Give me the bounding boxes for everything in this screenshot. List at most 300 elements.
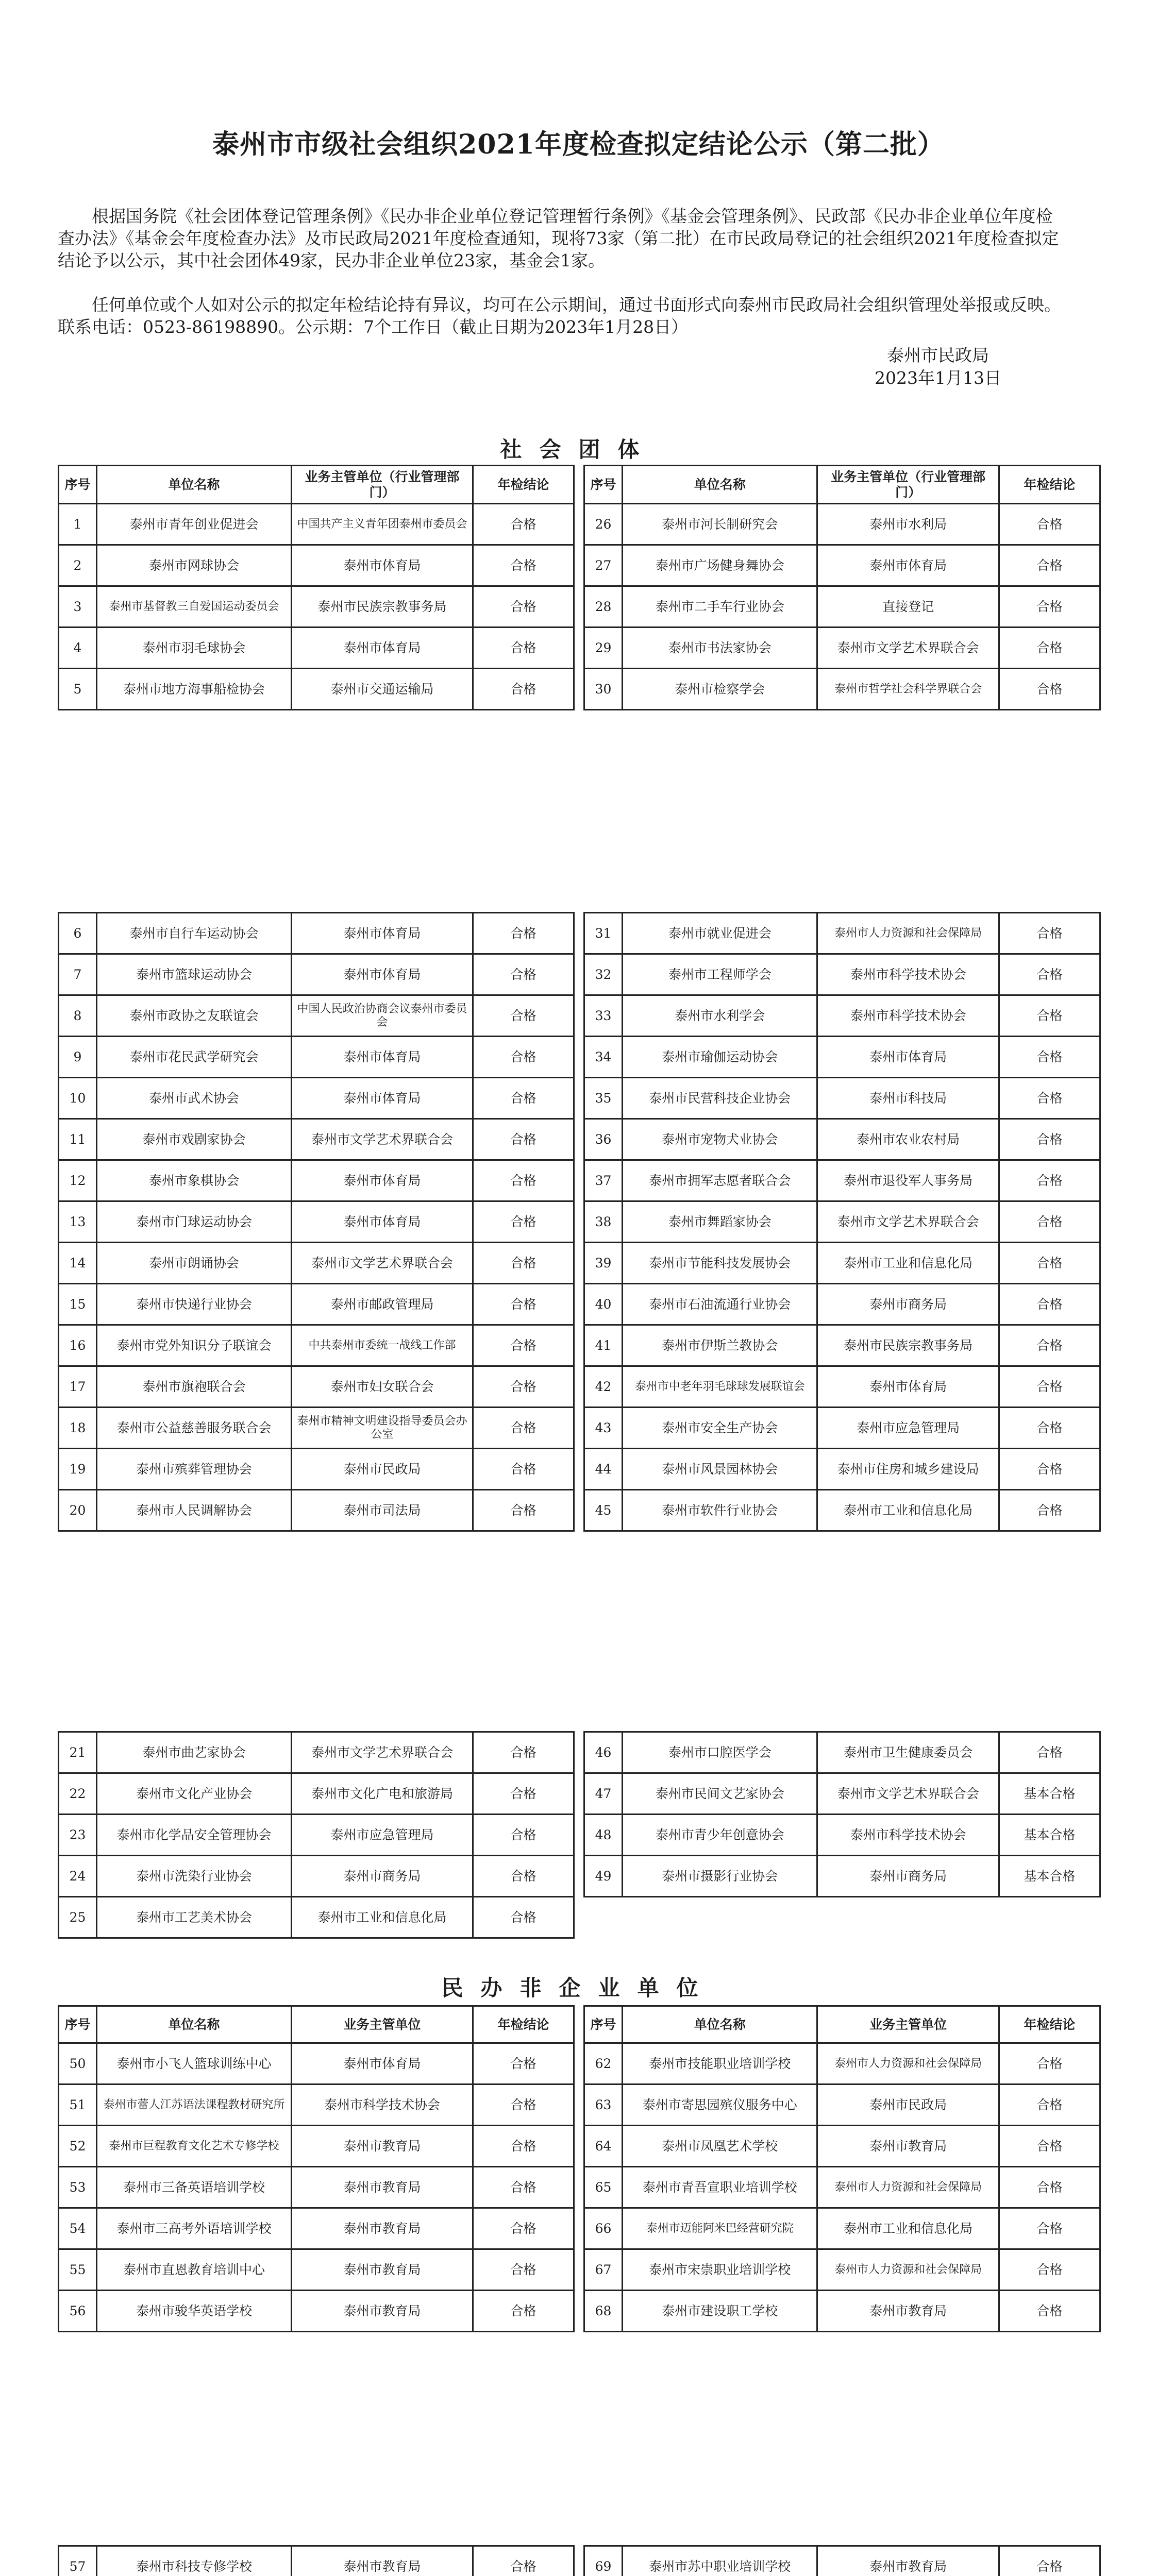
authority-cell: 泰州市住房和城乡建设局 xyxy=(817,1449,999,1490)
unit-name-cell: 泰州市苏中职业培训学校 xyxy=(623,2546,817,2576)
table-row xyxy=(584,2126,1100,2167)
result-cell: 合格 xyxy=(999,1732,1100,1773)
authority-cell: 中共泰州市委统一战线工作部 xyxy=(292,1325,473,1366)
unit-name-cell: 泰州市小飞人篮球训练中心 xyxy=(97,2043,292,2084)
authority-cell: 泰州市商务局 xyxy=(817,1284,999,1325)
authority-cell: 泰州市教育局 xyxy=(292,2208,473,2249)
table-row xyxy=(59,1243,574,1284)
table-row xyxy=(584,1490,1100,1531)
result-cell: 合格 xyxy=(999,2208,1100,2249)
seq-cell: 38 xyxy=(584,1201,623,1243)
table-row xyxy=(584,2291,1100,2332)
table-row xyxy=(584,586,1100,628)
table-social-b-right xyxy=(583,912,1101,1532)
result-cell: 合格 xyxy=(473,1366,574,1408)
seq-cell: 11 xyxy=(59,1119,97,1160)
authority-cell: 泰州市科学技术协会 xyxy=(817,995,999,1037)
unit-name-cell: 泰州市快递行业协会 xyxy=(97,1284,292,1325)
unit-name-cell: 泰州市宠物犬业协会 xyxy=(623,1119,817,1160)
result-cell: 合格 xyxy=(999,545,1100,586)
section-title-nonprofit: 民办非企业单位 xyxy=(441,1975,716,2001)
table-social-b-left xyxy=(58,912,575,1532)
seq-cell: 28 xyxy=(584,586,623,628)
unit-name-cell: 泰州市伊斯兰教协会 xyxy=(623,1325,817,1366)
authority-cell: 泰州市体育局 xyxy=(292,1201,473,1243)
authority-cell: 泰州市体育局 xyxy=(292,1160,473,1201)
seq-cell: 36 xyxy=(584,1119,623,1160)
table-row xyxy=(59,1078,574,1119)
authority-cell: 泰州市商务局 xyxy=(292,1856,473,1897)
unit-name-cell: 泰州市旗袍联合会 xyxy=(97,1366,292,1408)
result-cell: 合格 xyxy=(473,1856,574,1897)
authority-cell: 泰州市文学艺术界联合会 xyxy=(817,628,999,669)
authority-cell: 泰州市文学艺术界联合会 xyxy=(292,1243,473,1284)
table-row xyxy=(59,628,574,669)
result-cell: 合格 xyxy=(473,586,574,628)
result-cell: 合格 xyxy=(999,2126,1100,2167)
authority-cell: 泰州市哲学社会科学界联合会 xyxy=(817,669,999,710)
authority-cell: 泰州市交通运输局 xyxy=(292,669,473,710)
authority-cell: 泰州市人力资源和社会保障局 xyxy=(817,913,999,954)
table-row xyxy=(59,1732,574,1773)
result-cell: 合格 xyxy=(999,504,1100,545)
table-row xyxy=(584,1366,1100,1408)
table-row xyxy=(59,2043,574,2084)
authority-cell: 泰州市教育局 xyxy=(817,2126,999,2167)
result-cell: 合格 xyxy=(473,1449,574,1490)
unit-name-cell: 泰州市检察学会 xyxy=(623,669,817,710)
seq-cell: 35 xyxy=(584,1078,623,1119)
result-cell: 合格 xyxy=(999,1284,1100,1325)
table-row xyxy=(59,1773,574,1815)
unit-name-cell: 泰州市政协之友联谊会 xyxy=(97,995,292,1037)
header-seq-cell: 序号 xyxy=(59,2006,97,2043)
seq-cell: 50 xyxy=(59,2043,97,2084)
result-cell: 合格 xyxy=(473,2043,574,2084)
table-row xyxy=(59,2167,574,2208)
table-header-row xyxy=(59,466,574,504)
unit-name-cell: 泰州市蕾人江苏语法课程教材研究所 xyxy=(97,2084,292,2126)
table-row xyxy=(59,1160,574,1201)
seq-cell: 26 xyxy=(584,504,623,545)
authority-cell: 泰州市科技局 xyxy=(817,1078,999,1119)
unit-name-cell: 泰州市党外知识分子联谊会 xyxy=(97,1325,292,1366)
seq-cell: 56 xyxy=(59,2291,97,2332)
table-row xyxy=(59,504,574,545)
result-cell: 合格 xyxy=(473,2167,574,2208)
seq-cell: 22 xyxy=(59,1773,97,1815)
authority-cell: 泰州市商务局 xyxy=(817,1856,999,1897)
result-cell: 合格 xyxy=(473,1201,574,1243)
unit-name-cell: 泰州市青少年创意协会 xyxy=(623,1815,817,1856)
signer: 泰州市民政局 xyxy=(887,345,989,365)
authority-cell: 泰州市工业和信息化局 xyxy=(292,1897,473,1938)
unit-name-cell: 泰州市地方海事船检协会 xyxy=(97,669,292,710)
seq-cell: 19 xyxy=(59,1449,97,1490)
table-row xyxy=(59,954,574,995)
unit-name-cell: 泰州市摄影行业协会 xyxy=(623,1856,817,1897)
unit-name-cell: 泰州市风景园林协会 xyxy=(623,1449,817,1490)
authority-cell: 泰州市体育局 xyxy=(292,913,473,954)
seq-cell: 63 xyxy=(584,2084,623,2126)
result-cell: 合格 xyxy=(999,1449,1100,1490)
unit-name-cell: 泰州市节能科技发展协会 xyxy=(623,1243,817,1284)
seq-cell: 12 xyxy=(59,1160,97,1201)
unit-name-cell: 泰州市网球协会 xyxy=(97,545,292,586)
seq-cell: 68 xyxy=(584,2291,623,2332)
unit-name-cell: 泰州市殡葬管理协会 xyxy=(97,1449,292,1490)
authority-cell: 泰州市体育局 xyxy=(292,2043,473,2084)
seq-cell: 62 xyxy=(584,2043,623,2084)
result-cell: 合格 xyxy=(473,1078,574,1119)
unit-name-cell: 泰州市石油流通行业协会 xyxy=(623,1284,817,1325)
seq-cell: 53 xyxy=(59,2167,97,2208)
unit-name-cell: 泰州市曲艺家协会 xyxy=(97,1732,292,1773)
result-cell: 合格 xyxy=(999,1078,1100,1119)
table-row xyxy=(59,1856,574,1897)
authority-cell: 泰州市体育局 xyxy=(817,1366,999,1408)
result-cell: 合格 xyxy=(999,2084,1100,2126)
result-cell: 合格 xyxy=(473,1897,574,1938)
result-cell: 合格 xyxy=(999,2249,1100,2291)
unit-name-cell: 泰州市直恩教育培训中心 xyxy=(97,2249,292,2291)
result-cell: 合格 xyxy=(473,954,574,995)
table-row xyxy=(59,1408,574,1449)
unit-name-cell: 泰州市舞蹈家协会 xyxy=(623,1201,817,1243)
result-cell: 合格 xyxy=(999,913,1100,954)
header-seq-cell: 序号 xyxy=(584,2006,623,2043)
seq-cell: 21 xyxy=(59,1732,97,1773)
header-authority-cell: 业务主管单位（行业管理部门） xyxy=(292,466,473,504)
result-cell: 合格 xyxy=(473,1160,574,1201)
seq-cell: 7 xyxy=(59,954,97,995)
authority-cell: 泰州市体育局 xyxy=(292,954,473,995)
table-row xyxy=(59,545,574,586)
result-cell: 合格 xyxy=(473,1408,574,1449)
authority-cell: 泰州市文化广电和旅游局 xyxy=(292,1773,473,1815)
result-cell: 合格 xyxy=(473,669,574,710)
seq-cell: 69 xyxy=(584,2546,623,2576)
result-cell: 合格 xyxy=(999,669,1100,710)
seq-cell: 49 xyxy=(584,1856,623,1897)
unit-name-cell: 泰州市武术协会 xyxy=(97,1078,292,1119)
result-cell: 基本合格 xyxy=(999,1773,1100,1815)
seq-cell: 51 xyxy=(59,2084,97,2126)
unit-name-cell: 泰州市戏剧家协会 xyxy=(97,1119,292,1160)
seq-cell: 44 xyxy=(584,1449,623,1490)
unit-name-cell: 泰州市书法家协会 xyxy=(623,628,817,669)
result-cell: 合格 xyxy=(473,2208,574,2249)
seq-cell: 5 xyxy=(59,669,97,710)
unit-name-cell: 泰州市宋崇职业培训学校 xyxy=(623,2249,817,2291)
unit-name-cell: 泰州市民营科技企业协会 xyxy=(623,1078,817,1119)
result-cell: 合格 xyxy=(473,1773,574,1815)
table-row xyxy=(584,2546,1100,2576)
result-cell: 合格 xyxy=(999,2167,1100,2208)
authority-cell: 泰州市民族宗教事务局 xyxy=(292,586,473,628)
table-row xyxy=(584,545,1100,586)
unit-name-cell: 泰州市公益慈善服务联合会 xyxy=(97,1408,292,1449)
authority-cell: 直接登记 xyxy=(817,586,999,628)
authority-cell: 泰州市体育局 xyxy=(292,628,473,669)
seq-cell: 3 xyxy=(59,586,97,628)
header-result-cell: 年检结论 xyxy=(473,2006,574,2043)
authority-cell: 泰州市教育局 xyxy=(292,2167,473,2208)
result-cell: 合格 xyxy=(473,913,574,954)
result-cell: 合格 xyxy=(999,995,1100,1037)
table-header-row xyxy=(584,466,1100,504)
result-cell: 合格 xyxy=(999,1119,1100,1160)
result-cell: 合格 xyxy=(999,628,1100,669)
seq-cell: 18 xyxy=(59,1408,97,1449)
authority-cell: 泰州市邮政管理局 xyxy=(292,1284,473,1325)
header-authority-cell: 业务主管单位（行业管理部门） xyxy=(817,466,999,504)
seq-cell: 16 xyxy=(59,1325,97,1366)
table-row xyxy=(59,995,574,1037)
seq-cell: 10 xyxy=(59,1078,97,1119)
unit-name-cell: 泰州市基督教三自爱国运动委员会 xyxy=(97,586,292,628)
unit-name-cell: 泰州市凤凰艺术学校 xyxy=(623,2126,817,2167)
authority-cell: 泰州市人力资源和社会保障局 xyxy=(817,2249,999,2291)
table-row xyxy=(59,2126,574,2167)
result-cell: 合格 xyxy=(999,1325,1100,1366)
authority-cell: 泰州市教育局 xyxy=(292,2546,473,2576)
authority-cell: 泰州市应急管理局 xyxy=(817,1408,999,1449)
unit-name-cell: 泰州市青年创业促进会 xyxy=(97,504,292,545)
table-row xyxy=(584,1119,1100,1160)
result-cell: 合格 xyxy=(473,628,574,669)
result-cell: 合格 xyxy=(473,545,574,586)
result-cell: 合格 xyxy=(999,2291,1100,2332)
objection-paragraph: 任何单位或个人如对公示的拟定年检结论持有异议，均可在公示期间，通过书面形式向泰州市民政局社会组织管理处举报或反映。联系电话：0523-86198890。公示期：7个工作日（截止日期为2023年1月28日） xyxy=(58,295,1061,337)
seq-cell: 32 xyxy=(584,954,623,995)
authority-cell: 泰州市教育局 xyxy=(292,2291,473,2332)
table-row xyxy=(584,1078,1100,1119)
authority-cell: 泰州市体育局 xyxy=(292,545,473,586)
table-row xyxy=(59,2084,574,2126)
table-social-c-right xyxy=(583,1731,1101,1897)
authority-cell: 泰州市卫生健康委员会 xyxy=(817,1732,999,1773)
seq-cell: 24 xyxy=(59,1856,97,1897)
seq-cell: 41 xyxy=(584,1325,623,1366)
authority-cell: 泰州市民政局 xyxy=(292,1449,473,1490)
seq-cell: 42 xyxy=(584,1366,623,1408)
result-cell: 合格 xyxy=(999,2546,1100,2576)
table-row xyxy=(59,1897,574,1938)
unit-name-cell: 泰州市青吾宣职业培训学校 xyxy=(623,2167,817,2208)
unit-name-cell: 泰州市化学品安全管理协会 xyxy=(97,1815,292,1856)
result-cell: 合格 xyxy=(473,504,574,545)
table-row xyxy=(584,913,1100,954)
authority-cell: 泰州市体育局 xyxy=(817,545,999,586)
seq-cell: 9 xyxy=(59,1037,97,1078)
authority-cell: 泰州市体育局 xyxy=(292,1078,473,1119)
result-cell: 合格 xyxy=(473,1119,574,1160)
header-unit-name-cell: 单位名称 xyxy=(97,466,292,504)
table-row xyxy=(584,1325,1100,1366)
result-cell: 合格 xyxy=(473,2546,574,2576)
unit-name-cell: 泰州市科技专修学校 xyxy=(97,2546,292,2576)
authority-cell: 泰州市科学技术协会 xyxy=(817,1815,999,1856)
table-nonprofit-a-right xyxy=(583,2005,1101,2332)
table-row xyxy=(59,913,574,954)
result-cell: 合格 xyxy=(473,2126,574,2167)
header-authority-cell: 业务主管单位 xyxy=(817,2006,999,2043)
header-result-cell: 年检结论 xyxy=(473,466,574,504)
result-cell: 合格 xyxy=(473,1284,574,1325)
unit-name-cell: 泰州市羽毛球协会 xyxy=(97,628,292,669)
seq-cell: 37 xyxy=(584,1160,623,1201)
result-cell: 合格 xyxy=(473,2084,574,2126)
authority-cell: 泰州市工业和信息化局 xyxy=(817,2208,999,2249)
unit-name-cell: 泰州市自行车运动协会 xyxy=(97,913,292,954)
table-row xyxy=(584,1037,1100,1078)
seq-cell: 39 xyxy=(584,1243,623,1284)
seq-cell: 64 xyxy=(584,2126,623,2167)
table-social-a-right xyxy=(583,465,1101,710)
seq-cell: 14 xyxy=(59,1243,97,1284)
seq-cell: 8 xyxy=(59,995,97,1037)
seq-cell: 45 xyxy=(584,1490,623,1531)
table-row xyxy=(584,1732,1100,1773)
table-row xyxy=(59,1201,574,1243)
table-social-a-left xyxy=(58,465,575,710)
result-cell: 合格 xyxy=(473,1815,574,1856)
result-cell: 合格 xyxy=(999,1201,1100,1243)
result-cell: 合格 xyxy=(999,586,1100,628)
authority-cell: 中国共产主义青年团泰州市委员会 xyxy=(292,504,473,545)
unit-name-cell: 泰州市就业促进会 xyxy=(623,913,817,954)
authority-cell: 泰州市教育局 xyxy=(292,2249,473,2291)
header-seq-cell: 序号 xyxy=(59,466,97,504)
result-cell: 合格 xyxy=(999,1490,1100,1531)
unit-name-cell: 泰州市瑜伽运动协会 xyxy=(623,1037,817,1078)
authority-cell: 泰州市科学技术协会 xyxy=(817,954,999,995)
seq-cell: 55 xyxy=(59,2249,97,2291)
table-row xyxy=(59,1119,574,1160)
authority-cell: 泰州市文学艺术界联合会 xyxy=(817,1201,999,1243)
table-row xyxy=(584,2043,1100,2084)
seq-cell: 6 xyxy=(59,913,97,954)
seq-cell: 1 xyxy=(59,504,97,545)
seq-cell: 52 xyxy=(59,2126,97,2167)
unit-name-cell: 泰州市广场健身舞协会 xyxy=(623,545,817,586)
header-unit-name-cell: 单位名称 xyxy=(623,466,817,504)
table-row xyxy=(584,2249,1100,2291)
table-row xyxy=(59,1815,574,1856)
table-row xyxy=(584,669,1100,710)
table-row xyxy=(584,1243,1100,1284)
unit-name-cell: 泰州市三高考外语培训学校 xyxy=(97,2208,292,2249)
unit-name-cell: 泰州市文化产业协会 xyxy=(97,1773,292,1815)
result-cell: 合格 xyxy=(999,2043,1100,2084)
table-row xyxy=(584,1201,1100,1243)
table-row xyxy=(59,1325,574,1366)
table-row xyxy=(584,628,1100,669)
table-row xyxy=(584,2208,1100,2249)
result-cell: 合格 xyxy=(473,1243,574,1284)
table-row xyxy=(59,1449,574,1490)
result-cell: 合格 xyxy=(999,1243,1100,1284)
unit-name-cell: 泰州市二手车行业协会 xyxy=(623,586,817,628)
seq-cell: 17 xyxy=(59,1366,97,1408)
seq-cell: 2 xyxy=(59,545,97,586)
authority-cell: 泰州市体育局 xyxy=(817,1037,999,1078)
seq-cell: 43 xyxy=(584,1408,623,1449)
table-nonprofit-a-left xyxy=(58,2005,575,2332)
seq-cell: 31 xyxy=(584,913,623,954)
result-cell: 合格 xyxy=(473,2249,574,2291)
unit-name-cell: 泰州市水利学会 xyxy=(623,995,817,1037)
unit-name-cell: 泰州市民间文艺家协会 xyxy=(623,1773,817,1815)
authority-cell: 泰州市教育局 xyxy=(817,2546,999,2576)
seq-cell: 67 xyxy=(584,2249,623,2291)
result-cell: 合格 xyxy=(999,1366,1100,1408)
authority-cell: 泰州市民族宗教事务局 xyxy=(817,1325,999,1366)
seq-cell: 15 xyxy=(59,1284,97,1325)
result-cell: 合格 xyxy=(473,2291,574,2332)
unit-name-cell: 泰州市工艺美术协会 xyxy=(97,1897,292,1938)
header-unit-name-cell: 单位名称 xyxy=(623,2006,817,2043)
unit-name-cell: 泰州市篮球运动协会 xyxy=(97,954,292,995)
table-row xyxy=(584,1856,1100,1897)
table-row xyxy=(584,1160,1100,1201)
header-authority-cell: 业务主管单位 xyxy=(292,2006,473,2043)
authority-cell: 泰州市水利局 xyxy=(817,504,999,545)
table-row xyxy=(584,995,1100,1037)
table-row xyxy=(59,2208,574,2249)
unit-name-cell: 泰州市软件行业协会 xyxy=(623,1490,817,1531)
seq-cell: 47 xyxy=(584,1773,623,1815)
table-row xyxy=(584,1773,1100,1815)
seq-cell: 20 xyxy=(59,1490,97,1531)
table-row xyxy=(59,586,574,628)
authority-cell: 泰州市民政局 xyxy=(817,2084,999,2126)
table-row xyxy=(59,1366,574,1408)
authority-cell: 泰州市体育局 xyxy=(292,1037,473,1078)
seq-cell: 46 xyxy=(584,1732,623,1773)
intro-paragraph: 根据国务院《社会团体登记管理条例》《民办非企业单位登记管理暂行条例》《基金会管理条例》、民政部《民办非企业单位年度检查办法》《基金会年度检查办法》及市民政局2021年度检查通知，现将73家（第二批）在市民政局登记的社会组织2021年度检查拟定结论予以公示，其中社会团体49家，民办非企业单位23家，基金会1家。 xyxy=(58,206,1059,270)
section-title-social: 社会团体 xyxy=(500,437,657,462)
unit-name-cell: 泰州市洗染行业协会 xyxy=(97,1856,292,1897)
table-row xyxy=(584,1449,1100,1490)
unit-name-cell: 泰州市门球运动协会 xyxy=(97,1201,292,1243)
unit-name-cell: 泰州市拥军志愿者联合会 xyxy=(623,1160,817,1201)
result-cell: 合格 xyxy=(473,1490,574,1531)
table-row xyxy=(584,2167,1100,2208)
page-title: 泰州市市级社会组织2021年度检查拟定结论公示（第二批） xyxy=(212,129,945,160)
result-cell: 合格 xyxy=(473,1037,574,1078)
table-header-row xyxy=(59,2006,574,2043)
authority-cell: 泰州市人力资源和社会保障局 xyxy=(817,2167,999,2208)
unit-name-cell: 泰州市安全生产协会 xyxy=(623,1408,817,1449)
unit-name-cell: 泰州市巨程教育文化艺术专修学校 xyxy=(97,2126,292,2167)
table-row xyxy=(59,669,574,710)
seq-cell: 13 xyxy=(59,1201,97,1243)
table-nonprofit-b-left xyxy=(58,2545,575,2576)
result-cell: 合格 xyxy=(999,1160,1100,1201)
result-cell: 合格 xyxy=(999,1408,1100,1449)
authority-cell: 泰州市文学艺术界联合会 xyxy=(292,1119,473,1160)
unit-name-cell: 泰州市迈能阿米巴经营研究院 xyxy=(623,2208,817,2249)
result-cell: 合格 xyxy=(999,954,1100,995)
unit-name-cell: 泰州市朗诵协会 xyxy=(97,1243,292,1284)
seq-cell: 27 xyxy=(584,545,623,586)
table-nonprofit-b-right xyxy=(583,2545,1101,2576)
result-cell: 合格 xyxy=(473,1732,574,1773)
authority-cell: 泰州市文学艺术界联合会 xyxy=(817,1773,999,1815)
result-cell: 基本合格 xyxy=(999,1856,1100,1897)
